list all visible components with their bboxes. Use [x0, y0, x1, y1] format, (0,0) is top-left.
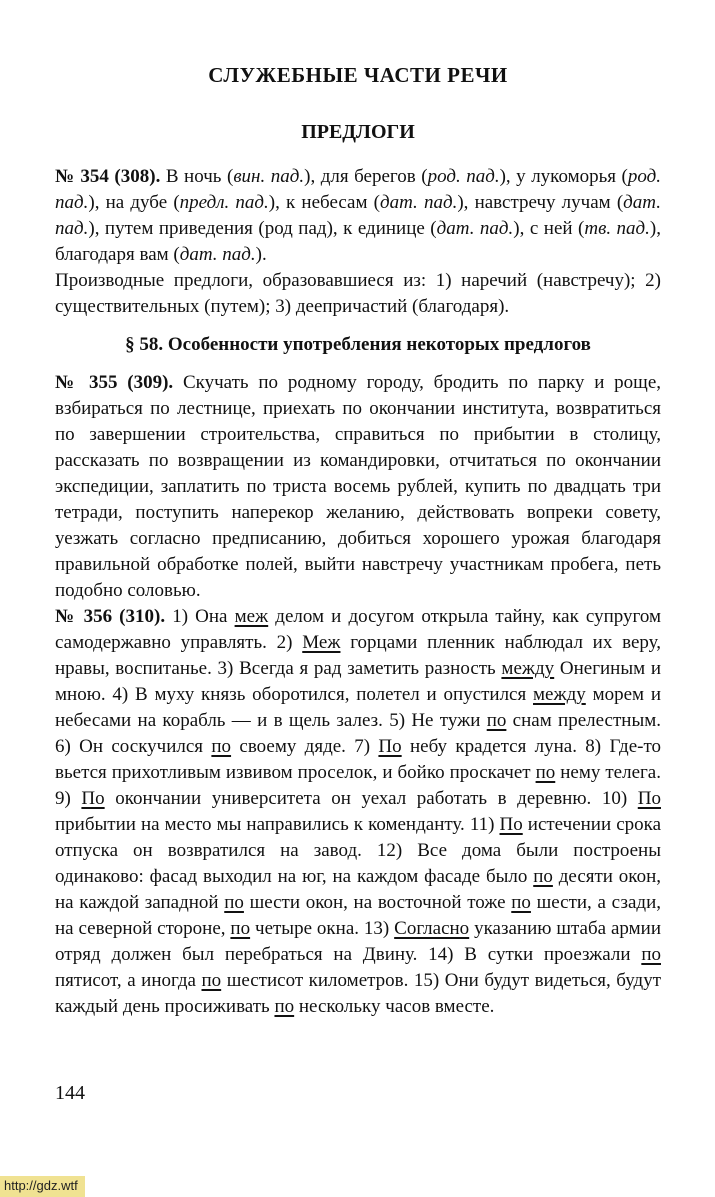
text-segment: ), на дубе ( [88, 192, 180, 213]
text-segment: окончании университета он уехал работать в деревню. 10) [104, 788, 638, 809]
text-segment: дат. пад. [55, 192, 661, 239]
exercise-354-answer-note [55, 268, 661, 320]
underlined-word: меж [234, 606, 269, 627]
underlined-word: По [81, 788, 105, 809]
text-segment: десяти окон, на каждой западной [55, 866, 661, 913]
text-segment: вин. пад. [233, 166, 305, 187]
text-segment: ), к небесам ( [268, 192, 380, 213]
text-segment: шестисот километров. 15) Они будут видеться, будут каждый день просиживать [55, 970, 661, 1017]
section-58-heading: § 58. Особенности употребления некоторых предлогов [125, 334, 591, 355]
text-segment: ), у лукоморья ( [499, 166, 628, 187]
text-segment: Производные предлоги, образовавшиеся из: 1) наречий (навстречу); 2) существительных (путем); 3) деепричастий (благодаря). [55, 270, 661, 317]
text-segment: дат. пад. [379, 192, 458, 213]
text-segment: ). [255, 244, 267, 265]
exercise-355-text [55, 370, 661, 604]
underlined-word: по [533, 866, 553, 887]
text-segment: ), для берегов ( [304, 166, 428, 187]
text-segment: нему телега. 9) [55, 762, 661, 809]
text-segment: горцами пленник наблюдал их веру, нравы, воспитанье. 3) Всегда я рад заметить разность [55, 632, 662, 679]
underlined-word: по [211, 736, 232, 757]
text-segment: нескольку часов вместе. [294, 996, 495, 1017]
page-number: 144 [55, 1082, 85, 1104]
text-segment: дат. пад. [436, 218, 514, 239]
text-segment: Онегиным и мною. 4) В муху князь оборотился, полетел и опустился [55, 658, 661, 705]
exercise-356-text [55, 604, 661, 1020]
underlined-word: по [511, 892, 531, 913]
underlined-word: по [535, 762, 556, 783]
underlined-word: Согласно [394, 918, 470, 939]
text-segment: 1) Она [172, 606, 235, 627]
text-segment: своему дяде. 7) [231, 736, 379, 757]
underlined-word: По [499, 814, 523, 835]
underlined-word: по [274, 996, 295, 1017]
text-segment: ), путем приведения (род пад), к единице ( [88, 218, 437, 239]
text-segment: шести окон, на восточной тоже [243, 892, 512, 913]
watermark-url: http://gdz.wtf [0, 1176, 85, 1197]
text-segment: № 356 (310). [55, 606, 173, 627]
text-segment: № 354 (308). [55, 166, 166, 187]
underlined-word: По [378, 736, 402, 757]
underlined-word: по [641, 944, 661, 965]
text-segment: тв. пад. [584, 218, 650, 239]
text-segment: прибытии на место мы направились к коменданту. 11) [55, 814, 500, 835]
underlined-word: по [230, 918, 251, 939]
text-segment: предл. пад. [179, 192, 269, 213]
text-segment: Скучать по родному городу, бродить по парку и роще, взбираться по лестнице, приехать по окончании института, возвратиться по завершении строительства, справиться по прибытии в столицу, рассказать по возвращении из командировки, отчитаться по окончании экспедиции, заплатить по триста восемь рублей, купить по двадцать три тетради, поступить наперекор желанию, действовать вопреки совету, уезжать согласно предписанию, добиться хорошего урожая благодаря правильной обработке полей, выйти навстречу участникам пробега, петь подобно соловью. [55, 372, 661, 601]
text-segment: род. пад. [427, 166, 500, 187]
text-segment: четыре окна. 13) [250, 918, 395, 939]
underlined-word: По [637, 788, 661, 809]
text-segment: истечении срока отпуска он возвратился на завод. 12) Все дома были построены одинаково: фасад выходил на юг, на каждом фасаде было [55, 814, 661, 887]
exercise-354-text [55, 164, 661, 268]
text-segment: ), благодаря вам ( [55, 218, 661, 265]
text-segment: снам прелестным. 6) Он соскучился [55, 710, 661, 757]
text-segment: пятисот, а иногда [55, 970, 202, 991]
underlined-word: между [501, 658, 555, 679]
underlined-word: Меж [302, 632, 341, 653]
text-segment: делом и досугом открыла тайну, как супругом самодержавно управлять. 2) [55, 606, 661, 653]
text-segment: ), навстречу лучам ( [457, 192, 624, 213]
text-segment: № 355 (309). [55, 372, 183, 393]
chapter-heading-predlogi: ПРЕДЛОГИ [301, 121, 415, 143]
underlined-word: по [224, 892, 244, 913]
text-segment: В ночь ( [165, 166, 234, 187]
text-segment: небу крадется луна. 8) Где-то вьется прихотливым извивом проселок, и бойко проскачет [55, 736, 662, 783]
text-segment: род. пад. [55, 166, 661, 213]
underlined-word: по [486, 710, 507, 731]
text-segment: дат. пад. [179, 244, 256, 265]
underlined-word: по [201, 970, 222, 991]
text-segment: морем и небесами на корабль — и в щель залез. 5) Не тужи [55, 684, 661, 731]
underlined-word: между [533, 684, 586, 705]
text-segment: ), с ней ( [513, 218, 585, 239]
page-title: СЛУЖЕБНЫЕ ЧАСТИ РЕЧИ [208, 63, 508, 87]
scanned-book-page [55, 62, 661, 1020]
text-segment: указанию штаба армии отряд должен был перебраться на Двину. 14) В сутки проезжали [55, 918, 661, 965]
text-segment: шести, а сзади, на северной стороне, [55, 892, 661, 939]
